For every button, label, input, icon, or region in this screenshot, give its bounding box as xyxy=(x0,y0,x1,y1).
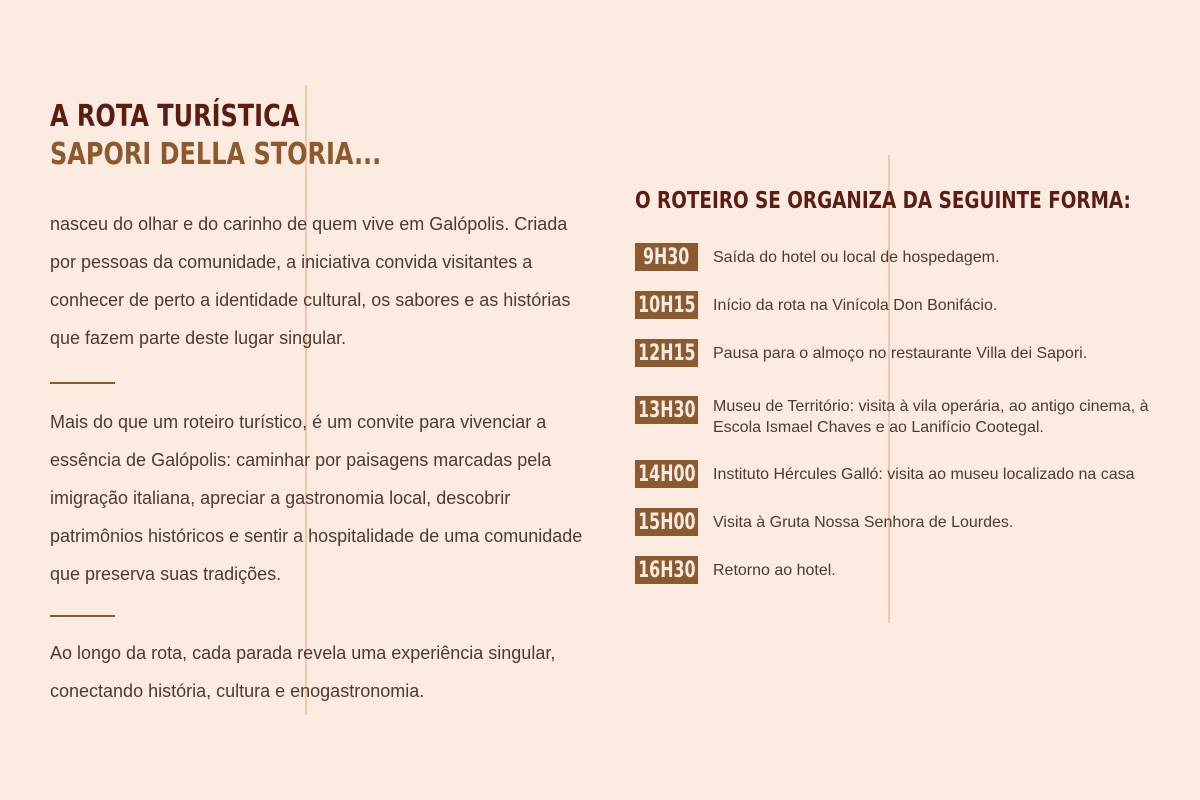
page-title xyxy=(50,98,381,174)
schedule-item-text: Instituto Hércules Galló: visita ao museu localizado na casa xyxy=(713,466,1135,483)
schedule-item-text: Início da rota na Vinícola Don Bonifácio. xyxy=(713,297,998,314)
schedule-item xyxy=(635,460,1175,488)
schedule-item-text: Retorno ao hotel. xyxy=(713,562,836,579)
divider xyxy=(50,382,115,384)
schedule-item xyxy=(635,556,1175,584)
schedule-item-text: Saída do hotel ou local de hospedagem. xyxy=(713,249,1000,266)
title-line-1: A ROTA TURÍSTICA xyxy=(50,99,300,134)
schedule-item xyxy=(635,291,1175,319)
time-badge: 9H30 xyxy=(635,243,698,271)
schedule-title: O ROTEIRO SE ORGANIZA DA SEGUINTE FORMA: xyxy=(635,188,1131,214)
time-badge: 15H00 xyxy=(635,508,698,536)
schedule-item xyxy=(635,339,1175,367)
schedule-item xyxy=(635,396,1175,438)
time-badge: 14H00 xyxy=(635,460,698,488)
divider xyxy=(50,615,115,617)
schedule-item-text: Museu de Território: visita à vila operária, ao antigo cinema, à Escola Ismael Chaves e ao Lanifício Cootegal. xyxy=(713,398,1149,436)
schedule-item xyxy=(635,243,1175,271)
schedule-item-text: Pausa para o almoço no restaurante Villa dei Sapori. xyxy=(713,345,1088,362)
decorative-vertical-line-left xyxy=(305,85,307,715)
schedule-item-text: Visita à Gruta Nossa Senhora de Lourdes. xyxy=(713,514,1014,531)
intro-paragraph-3: Ao longo da rota, cada parada revela uma experiência singular, conectando história, cultura e enogastronomia. xyxy=(50,643,556,701)
decorative-vertical-line-right xyxy=(888,155,890,623)
intro-paragraph-2: Mais do que um roteiro turístico, é um convite para vivenciar a essência de Galópolis: caminhar por paisagens marcadas pela imigração italiana, apreciar a gastronomia local, descobrir patrimônios históricos e sentir a hospitalidade de uma comunidade que preserva suas tradições. xyxy=(50,412,583,584)
time-badge: 16H30 xyxy=(635,556,698,584)
schedule-item xyxy=(635,508,1175,536)
time-badge: 12H15 xyxy=(635,339,698,367)
title-line-2: SAPORI DELLA STORIA... xyxy=(50,137,382,172)
intro-paragraph-1: nasceu do olhar e do carinho de quem vive em Galópolis. Criada por pessoas da comunidade, a iniciativa convida visitantes a conhecer de perto a identidade cultural, os sabores e as histórias que fazem parte deste lugar singular. xyxy=(50,214,571,348)
time-badge: 10H15 xyxy=(635,291,698,319)
time-badge: 13H30 xyxy=(635,396,698,424)
